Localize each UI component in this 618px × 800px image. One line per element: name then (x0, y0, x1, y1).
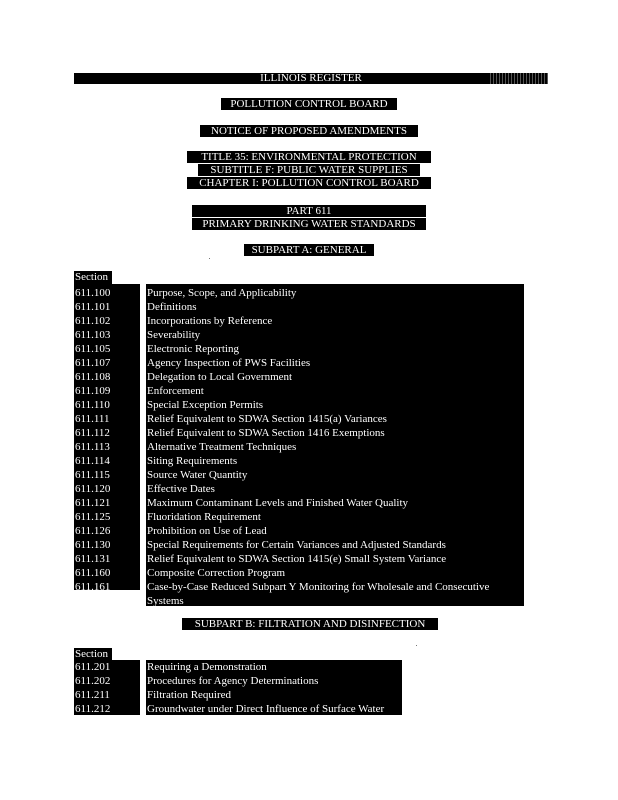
section-number: 611.108 (75, 371, 111, 383)
section-title-continuation: Systems (147, 595, 184, 607)
title-line-1: TITLE 35: ENVIRONMENTAL PROTECTION (187, 151, 431, 163)
section-number: 611.109 (75, 385, 111, 397)
section-number: 611.202 (75, 675, 111, 687)
section-title: Incorporations by Reference (147, 315, 273, 327)
scan-speck (209, 258, 210, 259)
section-title: Special Exception Permits (147, 399, 264, 411)
section-title: Purpose, Scope, and Applicability (147, 287, 297, 299)
section-number: 611.102 (75, 315, 111, 327)
section-number: 611.211 (75, 689, 110, 701)
section-title: Delegation to Local Government (147, 371, 293, 383)
section-number: 611.105 (75, 343, 111, 355)
section-title: Effective Dates (147, 483, 215, 495)
title-line-2: SUBTITLE F: PUBLIC WATER SUPPLIES (198, 164, 420, 176)
subpart-a-section-label: Section (74, 271, 112, 284)
section-number: 611.125 (75, 511, 111, 523)
section-number: 611.212 (75, 703, 111, 715)
section-title: Requiring a Demonstration (147, 661, 267, 673)
section-title: Source Water Quantity (147, 469, 248, 481)
subpart-a-heading: SUBPART A: GENERAL (244, 244, 374, 256)
section-title: Procedures for Agency Determinations (147, 675, 319, 687)
subpart-b-heading: SUBPART B: FILTRATION AND DISINFECTION (182, 618, 438, 630)
section-number: 611.111 (75, 413, 110, 425)
section-title: Electronic Reporting (147, 343, 239, 355)
section-number: 611.110 (75, 399, 110, 411)
section-title: Relief Equivalent to SDWA Section 1416 Exemptions (147, 427, 385, 439)
section-title: Siting Requirements (147, 455, 238, 467)
title-line-3: CHAPTER I: POLLUTION CONTROL BOARD (187, 177, 431, 189)
section-title: Enforcement (147, 385, 204, 397)
section-number: 611.101 (75, 301, 111, 313)
section-number: 611.161 (75, 581, 111, 593)
section-number: 611.112 (75, 427, 110, 439)
section-number: 611.107 (75, 357, 111, 369)
section-title: Prohibition on Use of Lead (147, 525, 267, 537)
section-title: Groundwater under Direct Influence of Surface Water (147, 703, 385, 715)
section-number: 611.114 (75, 455, 110, 467)
board-name: POLLUTION CONTROL BOARD (221, 98, 397, 110)
section-title: Composite Correction Program (147, 567, 286, 579)
section-title: Relief Equivalent to SDWA Section 1415(e) Small System Variance (147, 553, 447, 565)
section-title: Relief Equivalent to SDWA Section 1415(a) Variances (147, 413, 387, 425)
section-number: 611.120 (75, 483, 111, 495)
section-title: Special Requirements for Certain Variances and Adjusted Standards (147, 539, 446, 551)
section-number: 611.201 (75, 661, 111, 673)
part-title: PRIMARY DRINKING WATER STANDARDS (192, 218, 426, 230)
part-number: PART 611 (192, 205, 426, 217)
section-number: 611.113 (75, 441, 110, 453)
section-number: 611.115 (75, 469, 110, 481)
register-header-band (74, 73, 548, 84)
section-title: Alternative Treatment Techniques (147, 441, 297, 453)
section-title: Agency Inspection of PWS Facilities (147, 357, 311, 369)
section-number: 611.130 (75, 539, 111, 551)
section-title: Fluoridation Requirement (147, 511, 261, 523)
section-number: 611.126 (75, 525, 111, 537)
section-title: Filtration Required (147, 689, 232, 701)
section-number: 611.121 (75, 497, 111, 509)
section-number: 611.100 (75, 287, 111, 299)
section-title: Definitions (147, 301, 197, 313)
section-number: 611.160 (75, 567, 111, 579)
subpart-b-section-label: Section (74, 648, 112, 661)
register-title: ILLINOIS REGISTER (260, 72, 362, 84)
section-title: Case-by-Case Reduced Subpart Y Monitoring for Wholesale and Consecutive (147, 581, 490, 593)
notice-title: NOTICE OF PROPOSED AMENDMENTS (200, 125, 418, 137)
scan-speck (416, 645, 417, 646)
section-title: Severability (147, 329, 201, 341)
section-title: Maximum Contaminant Levels and Finished Water Quality (147, 497, 409, 509)
section-number: 611.131 (75, 553, 111, 565)
section-number: 611.103 (75, 329, 111, 341)
